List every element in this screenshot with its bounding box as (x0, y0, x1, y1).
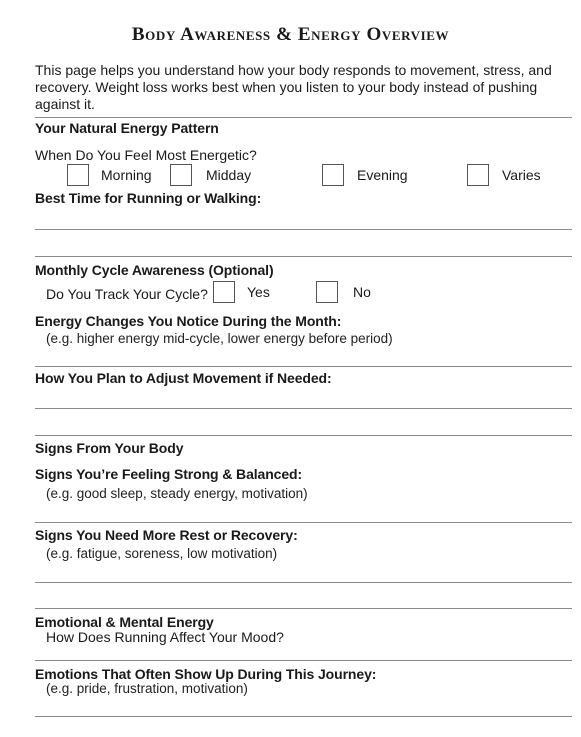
best-time-answer-line[interactable] (35, 229, 572, 230)
divider (35, 608, 572, 609)
intro-paragraph: This page helps you understand how your body responds to movement, stress, and recovery. Weight loss works best when you listen to your body instead of pushing against it. (35, 62, 552, 112)
page-title: Body Awareness & Energy Overview (131, 24, 450, 45)
rest-answer-line[interactable] (35, 582, 572, 583)
yes-checkbox[interactable] (213, 281, 235, 303)
midday-checkbox[interactable] (170, 164, 192, 186)
varies-checkbox[interactable] (467, 164, 489, 186)
midday-label: Midday (206, 167, 252, 183)
evening-label: Evening (357, 167, 408, 183)
adjust-answer-line[interactable] (35, 408, 572, 409)
no-checkbox[interactable] (316, 281, 338, 303)
cycle-heading: Monthly Cycle Awareness (Optional) (35, 262, 274, 278)
emotions-answer-line[interactable] (35, 716, 572, 717)
no-label: No (353, 284, 371, 300)
emotions-example: (e.g. pride, frustration, motivation) (46, 681, 248, 696)
rest-signs-example: (e.g. fatigue, soreness, low motivation) (46, 546, 278, 561)
varies-label: Varies (502, 167, 541, 183)
divider (35, 256, 572, 257)
morning-label: Morning (101, 167, 152, 183)
signs-heading: Signs From Your Body (35, 440, 184, 456)
strong-signs-label: Signs You’re Feeling Strong & Balanced: (35, 466, 303, 482)
track-cycle-question: Do You Track Your Cycle? (46, 286, 208, 302)
energy-pattern-heading: Your Natural Energy Pattern (35, 120, 219, 136)
emotions-label: Emotions That Often Show Up During This Journey: (35, 666, 377, 682)
divider (35, 660, 572, 661)
energy-changes-example: (e.g. higher energy mid-cycle, lower energy before period) (46, 331, 393, 346)
divider (35, 366, 572, 367)
rest-signs-label: Signs You Need More Rest or Recovery: (35, 527, 298, 543)
divider (35, 522, 572, 523)
best-time-label: Best Time for Running or Walking: (35, 190, 262, 206)
yes-label: Yes (247, 284, 270, 300)
energy-changes-label: Energy Changes You Notice During the Month: (35, 313, 342, 329)
divider (35, 117, 572, 118)
energetic-question: When Do You Feel Most Energetic? (35, 147, 257, 163)
divider (35, 435, 572, 436)
evening-checkbox[interactable] (322, 164, 344, 186)
mood-question: How Does Running Affect Your Mood? (46, 629, 284, 645)
strong-signs-example: (e.g. good sleep, steady energy, motivation) (46, 486, 308, 501)
adjust-movement-label: How You Plan to Adjust Movement if Needed: (35, 370, 332, 386)
emotional-heading: Emotional & Mental Energy (35, 614, 214, 630)
morning-checkbox[interactable] (67, 164, 89, 186)
